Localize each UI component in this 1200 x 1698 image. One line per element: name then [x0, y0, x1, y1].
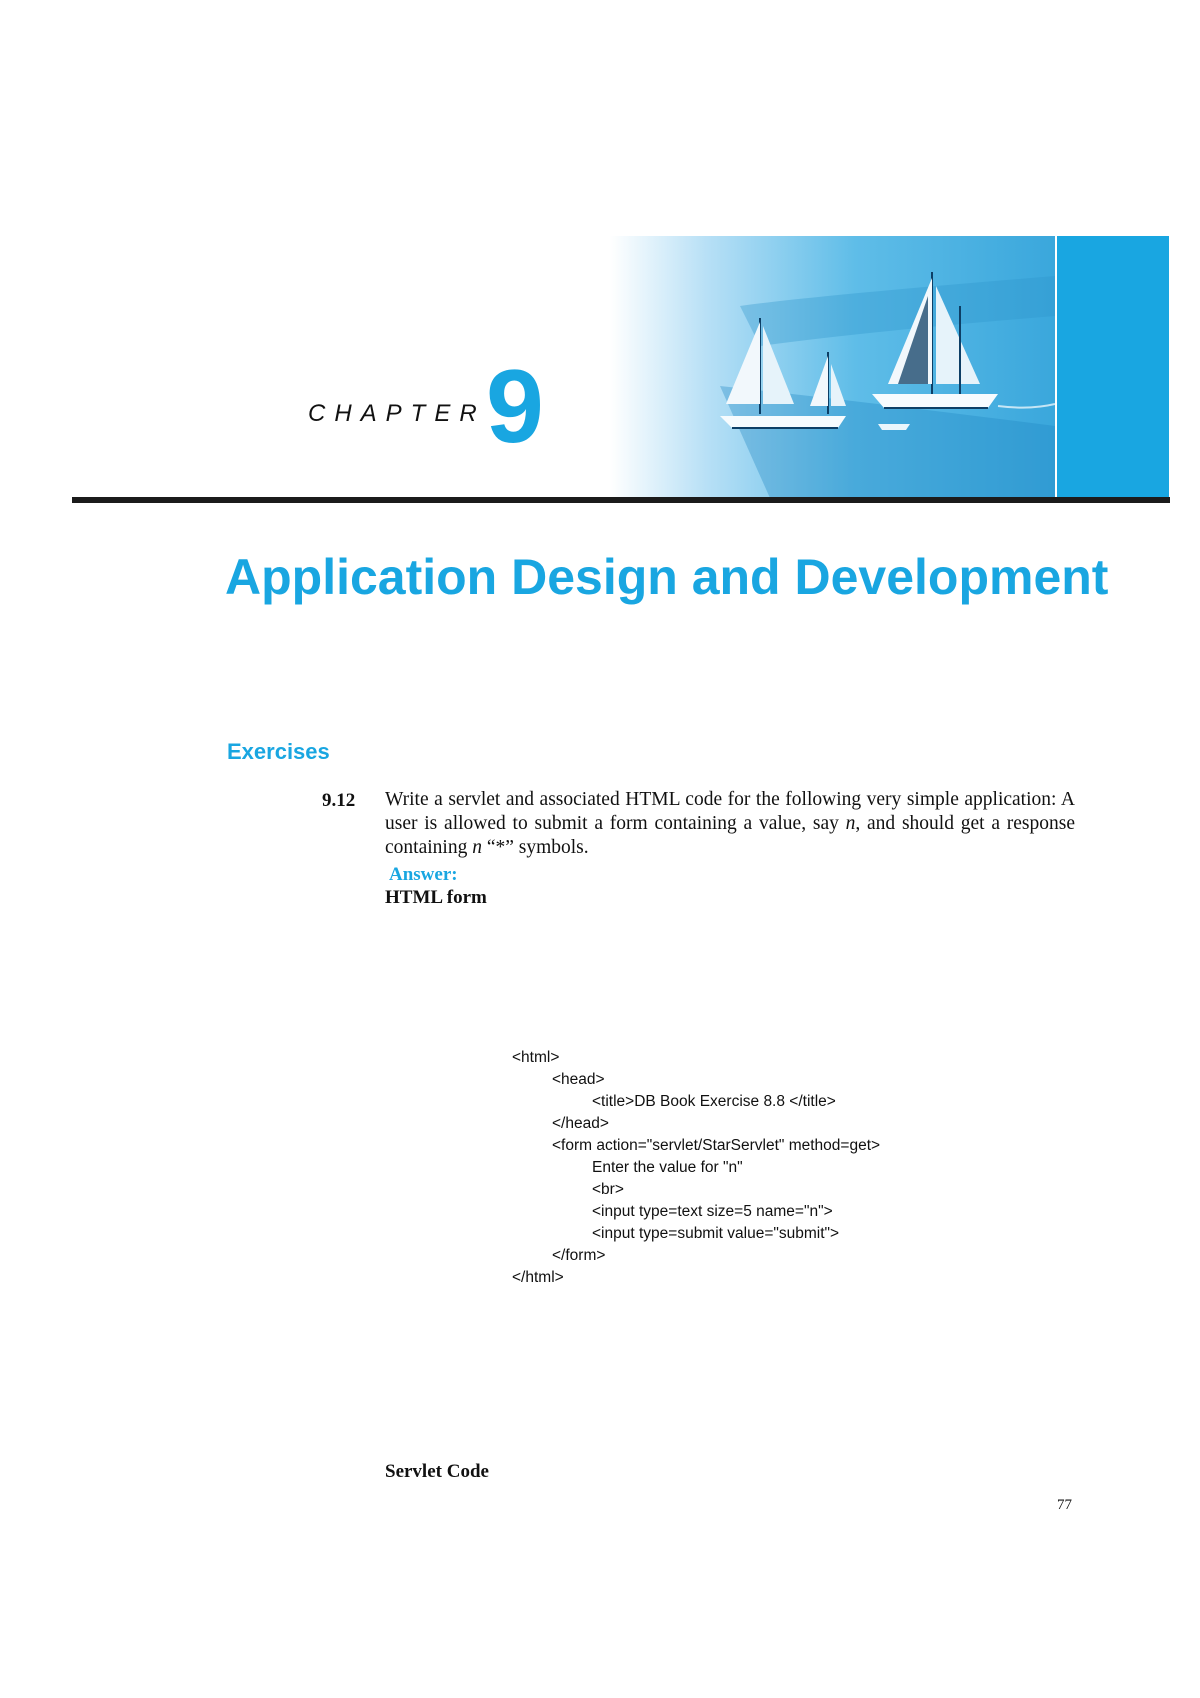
- page-number: 77: [1057, 1497, 1072, 1513]
- exercise-number: 9.12: [322, 790, 356, 811]
- code-line: </html>: [512, 1269, 564, 1286]
- exercise-text-part: , and should get a response containing: [385, 813, 1075, 858]
- code-line: Enter the value for "n": [592, 1159, 743, 1176]
- section-heading: Exercises: [227, 739, 330, 764]
- exercise-text: [385, 788, 1075, 860]
- servlet-code-label: Servlet Code: [385, 1461, 489, 1482]
- code-line: <input type=submit value="submit">: [592, 1225, 840, 1242]
- chapter-label: CHAPTER: [308, 400, 486, 427]
- code-line: <html>: [512, 1049, 560, 1066]
- chapter-header-photo: [610, 236, 1055, 498]
- chapter-divider: [72, 497, 1170, 503]
- variable-n: n: [472, 837, 482, 858]
- chapter-title: Application Design and Development: [225, 549, 1109, 605]
- html-form-label: HTML form: [385, 887, 487, 908]
- chapter-number: 9: [486, 349, 544, 465]
- html-code-listing: [512, 1047, 880, 1289]
- chapter-color-block: [1057, 236, 1169, 498]
- code-line: <br>: [592, 1181, 624, 1198]
- code-line: </head>: [552, 1115, 609, 1132]
- code-line: </form>: [552, 1247, 606, 1264]
- code-line: <form action="servlet/StarServlet" method=get>: [552, 1137, 881, 1154]
- sailboats-illustration: [610, 236, 1055, 498]
- exercise-text-part: Write a servlet and associated HTML code for the following very simple application: A user is allowed to submit a form containing a value, say: [385, 789, 1075, 834]
- exercise-text-part: “*” symbols.: [481, 837, 589, 858]
- code-line: <title>DB Book Exercise 8.8 </title>: [592, 1093, 836, 1110]
- variable-n: n: [845, 813, 856, 834]
- answer-label: Answer:: [389, 864, 458, 885]
- code-line: <head>: [552, 1071, 605, 1088]
- code-line: <input type=text size=5 name="n">: [592, 1203, 833, 1220]
